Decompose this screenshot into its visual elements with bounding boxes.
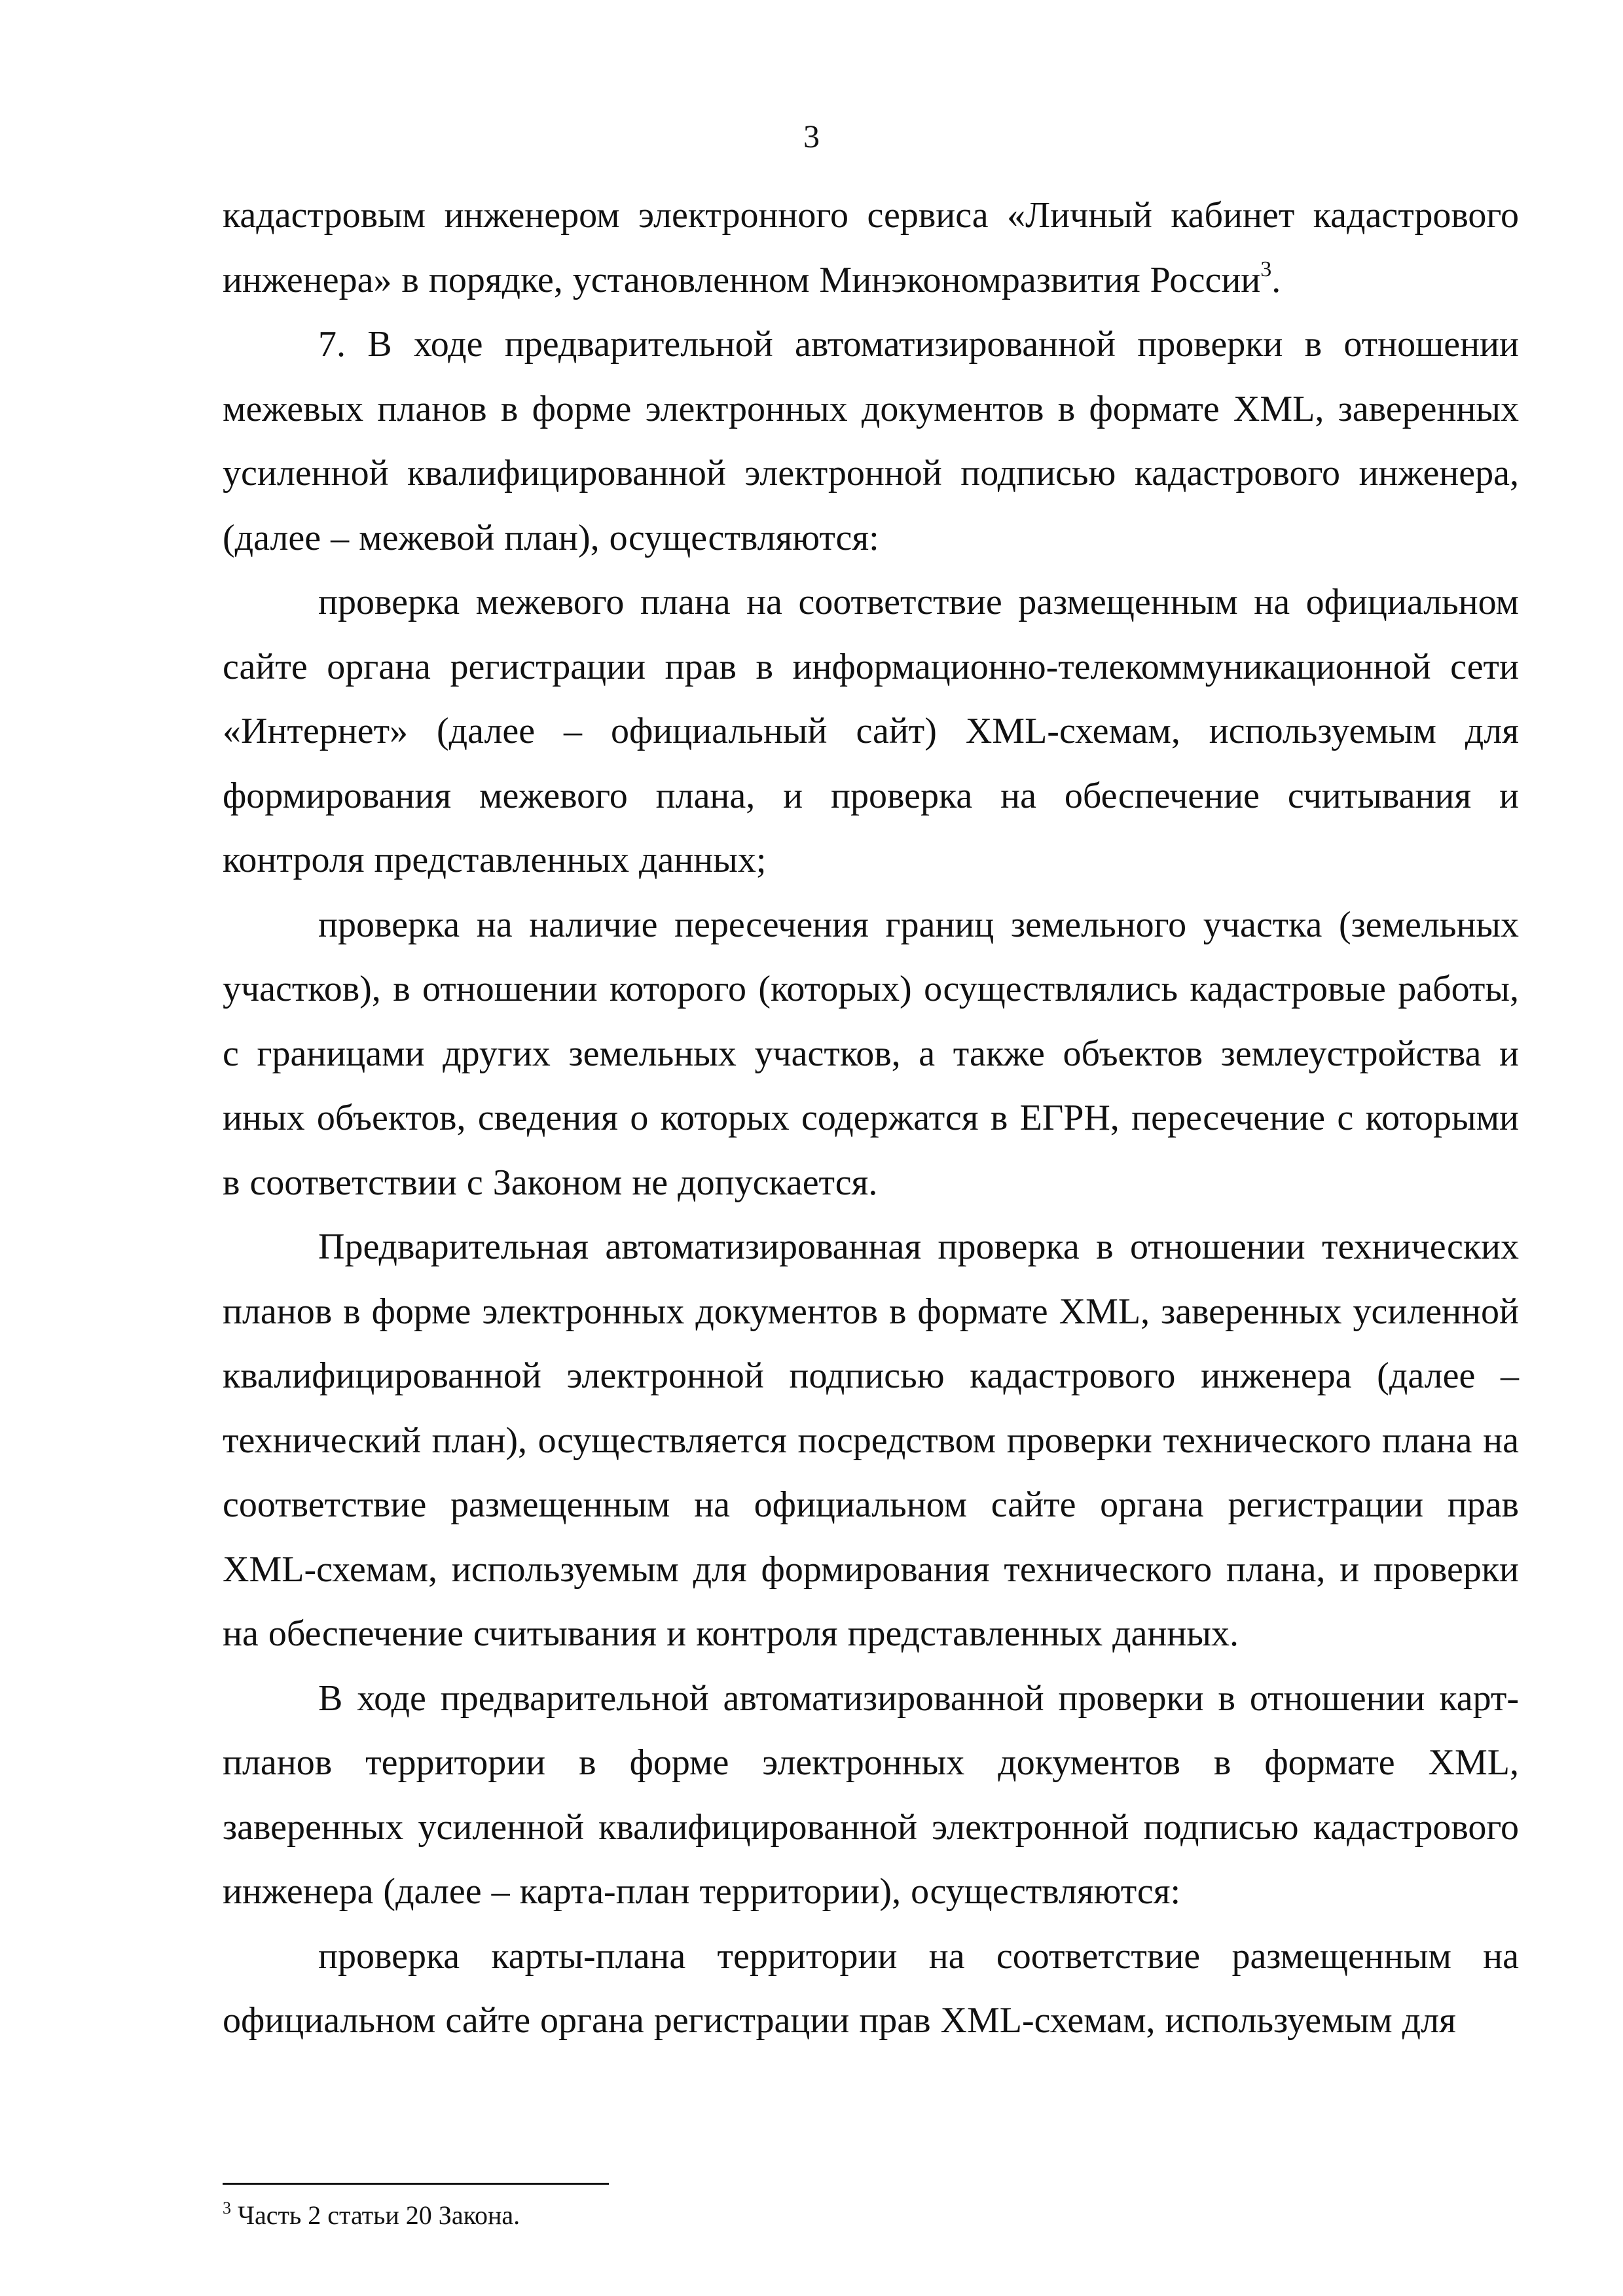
footnote-divider bbox=[223, 2183, 609, 2185]
footnote bbox=[223, 2199, 1519, 2232]
paragraph-item-7: 7. В ходе предварительной автоматизированной проверки в отношении межевых планов в форме электронных документов в формате XML, заверенных усиленной квалифицированной электронной подписью кадастрового инженера, (далее – межевой план), осуществляются: bbox=[223, 324, 1519, 558]
footnote-marker: 3 bbox=[223, 2198, 231, 2217]
paragraph-territory-map-plan: В ходе предварительной автоматизированной проверки в отношении карт-планов территории в форме электронных документов в формате XML, заверенных усиленной квалифицированной электронной подписью кадастрового инженера (далее – карта-план территории), осуществляются: bbox=[223, 1677, 1519, 1912]
paragraph-boundary-plan-xml-check: проверка межевого плана на соответствие размещенным на официальном сайте органа регистрации прав в информационно-телекоммуникационной сети «Интернет» (далее – официальный сайт) XML-схемам, используемым для формирования межевого плана, и проверка на обеспечение считывания и контроля представленных данных; bbox=[223, 582, 1519, 880]
paragraph-end-punctuation: . bbox=[1271, 259, 1281, 300]
paragraph-technical-plan-check: Предварительная автоматизированная проверка в отношении технических планов в форме электронных документов в формате XML, заверенных усиленной квалифицированной электронной подписью кадастрового инженера (далее – технический план), осуществляется посредством проверки технического плана на соответствие размещенным на официальном сайте органа регистрации прав XML-схемам, используемым для формирования технического плана, и проверки на обеспечение считывания и контроля представленных данных. bbox=[223, 1227, 1519, 1654]
paragraph-territory-map-xml-check: проверка карты-плана территории на соответствие размещенным на официальном сайте органа регистрации прав XML-схемам, используемым для bbox=[223, 1935, 1519, 2041]
paragraph-boundary-intersection-check: проверка на наличие пересечения границ земельного участка (земельных участков), в отношении которого (которых) осуществлялись кадастровые работы, с границами других земельных участков, а также объектов землеустройства и иных объектов, сведения о которых содержатся в ЕГРН, пересечение с которыми в соответствии с Законом не допускается. bbox=[223, 904, 1519, 1203]
footnote-reference: 3 bbox=[1260, 257, 1272, 281]
paragraph-text: кадастровым инженером электронного сервиса «Личный кабинет кадастрового инженера» в порядке, установленном Минэкономразвития России bbox=[223, 195, 1519, 300]
paragraph-continuation bbox=[223, 183, 1519, 312]
page-number: 3 bbox=[803, 118, 820, 154]
footnote-text: Часть 2 статьи 20 Закона. bbox=[238, 2200, 520, 2230]
document-body bbox=[223, 183, 1519, 2053]
